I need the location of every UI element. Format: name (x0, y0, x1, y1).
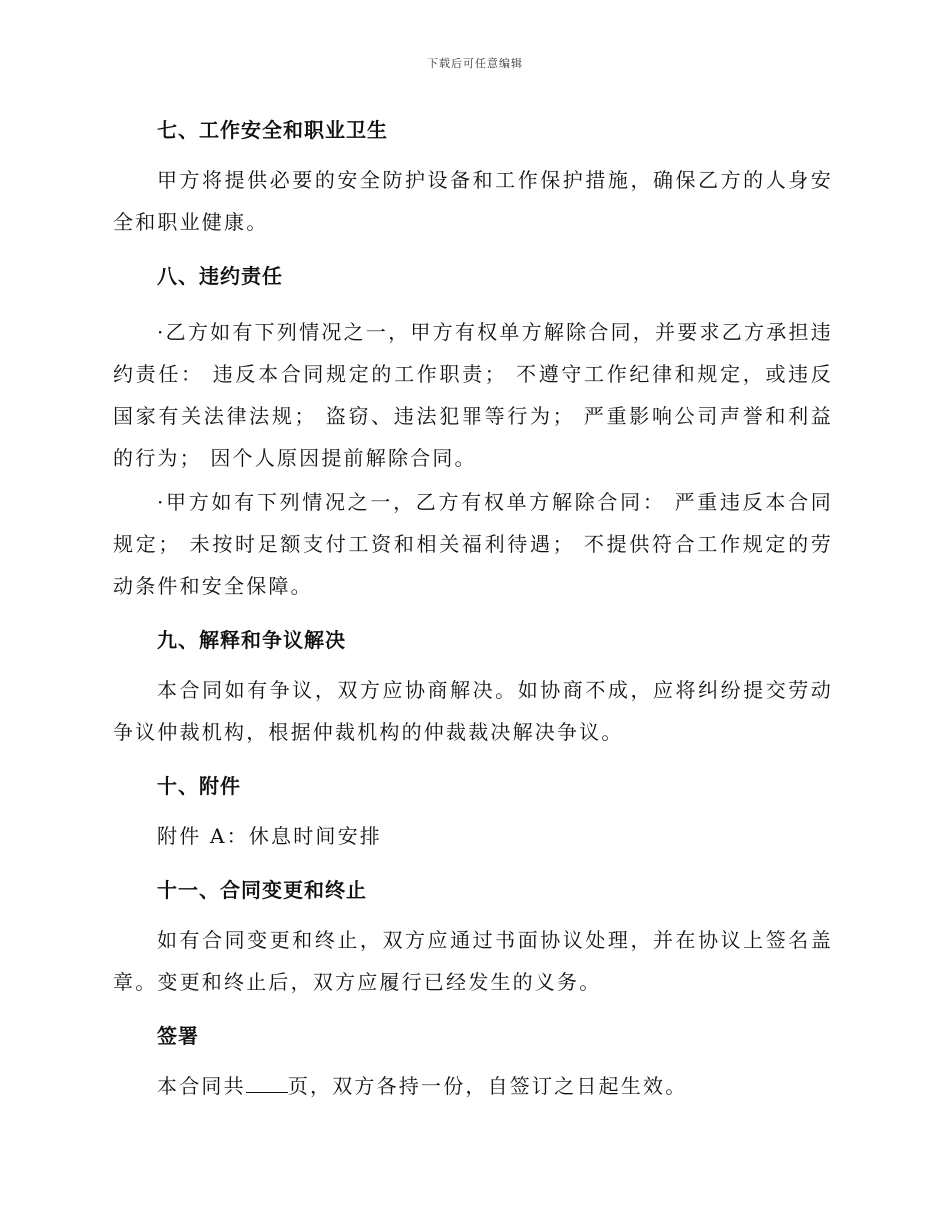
section-heading: 十、附件 (157, 774, 241, 798)
section-attachments (113, 771, 833, 857)
section-paragraph: 附件 A：休息时间安排 (157, 824, 383, 848)
section-paragraph (113, 1065, 833, 1107)
section-paragraph: 如有合同变更和终止，双方应通过书面协议处理，并在协议上签名盖章。变更和终止后，双方应履行已经发生的义务。 (113, 928, 833, 994)
section-paragraph: 甲方将提供必要的安全防护设备和工作保护措施，确保乙方的人身安全和职业健康。 (113, 168, 833, 234)
signature-text-after: 页，双方各持一份，自签订之日起生效。 (287, 1074, 688, 1098)
page-count-blank[interactable] (246, 1074, 288, 1093)
page-header: 下载后可任意编辑 (427, 57, 523, 70)
section-work-safety (113, 115, 833, 243)
section-heading: 七、工作安全和职业卫生 (157, 118, 388, 142)
section-paragraph: 本合同如有争议，双方应协商解决。如协商不成，应将纠纷提交劳动争议仲裁机构，根据仲裁机构的仲裁裁决解决争议。 (113, 678, 833, 744)
section-heading: 签署 (157, 1024, 199, 1048)
signature-text-before: 本合同共 (157, 1074, 246, 1098)
section-paragraph: ·乙方如有下列情况之一，甲方有权单方解除合同，并要求乙方承担违约责任： 违反本合同规定的工作职责； 不遵守工作纪律和规定，或违反国家有关法律法规； 盗窃、违法犯罪等行为； 严重影响公司声誉和利益的行为； 因个人原因提前解除合同。 (113, 320, 833, 470)
section-heading: 十一、合同变更和终止 (157, 878, 367, 902)
section-breach-liability (113, 261, 833, 607)
section-contract-change (113, 875, 833, 1003)
section-paragraph: ·甲方如有下列情况之一，乙方有权单方解除合同： 严重违反本合同规定； 未按时足额支付工资和相关福利待遇； 不提供符合工作规定的劳动条件和安全保障。 (113, 490, 833, 598)
section-heading: 九、解释和争议解决 (157, 628, 346, 652)
document-body (113, 110, 833, 1107)
section-dispute-resolution (113, 625, 833, 753)
section-signature (113, 1021, 833, 1107)
section-heading: 八、违约责任 (157, 264, 283, 288)
